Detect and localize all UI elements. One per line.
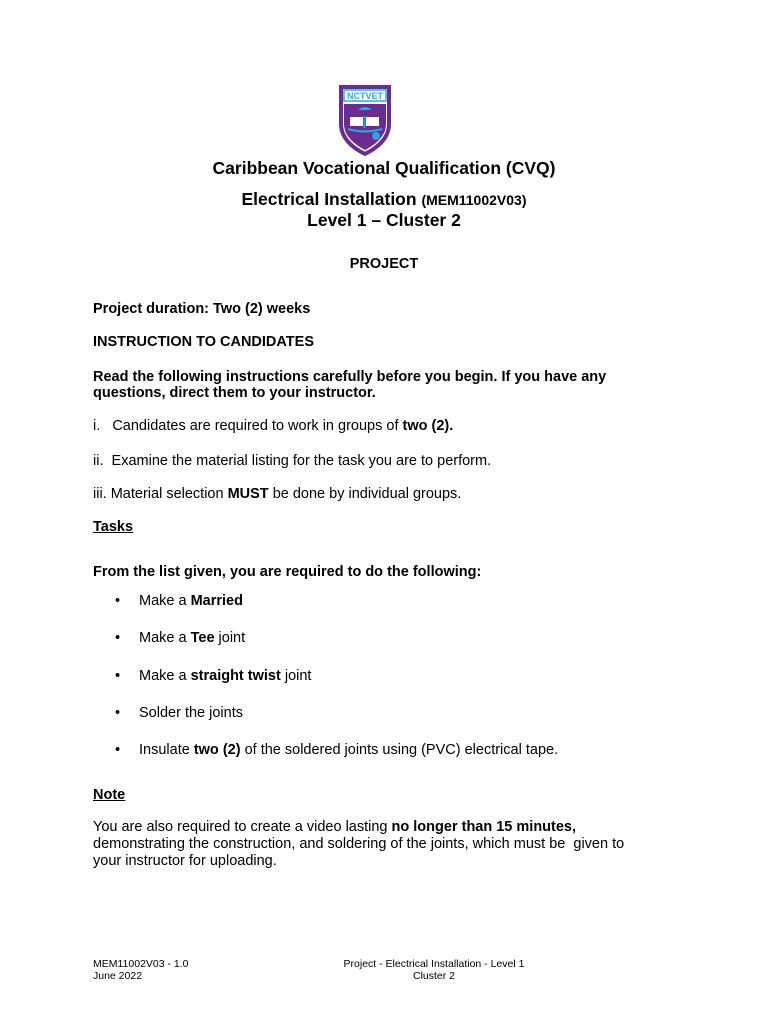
footer-doc-code: MEM11002V03 - 1.0	[93, 958, 189, 970]
footer-center	[334, 958, 534, 982]
bullet-icon: •	[115, 593, 121, 609]
bullet-icon: •	[115, 630, 121, 646]
footer-date: June 2022	[93, 970, 143, 982]
document-title: Caribbean Vocational Qualification (CVQ)	[212, 158, 556, 178]
project-duration: Project duration: Two (2) weeks	[93, 301, 311, 317]
bullet-icon: •	[115, 742, 121, 758]
bullet-icon: •	[115, 668, 121, 684]
task-item: Insulate two (2) of the soldered joints using (PVC) electrical tape.	[139, 742, 559, 758]
tasks-intro: From the list given, you are required to do the following:	[93, 564, 482, 580]
instruction-item-1: i. Candidates are required to work in groups of two (2).	[93, 418, 454, 434]
course-name: Electrical Installation	[241, 189, 417, 209]
note-line3: your instructor for uploading.	[93, 853, 277, 869]
instructions-intro-line2: questions, direct them to your instructor.	[93, 385, 376, 401]
instruction-item-2: ii. Examine the material listing for the task you are to perform.	[93, 453, 492, 469]
level-title: Level 1 – Cluster 2	[307, 210, 461, 230]
instruction-item-3: iii. Material selection MUST be done by individual groups.	[93, 486, 462, 502]
course-code: (MEM11002V03)	[421, 192, 527, 208]
tasks-heading: Tasks	[93, 519, 134, 535]
section-title: PROJECT	[349, 256, 419, 272]
note-line1: You are also required to create a video lasting no longer than 15 minutes,	[93, 819, 577, 835]
footer-title-line1: Project - Electrical Installation - Level 1	[343, 958, 525, 970]
footer-left	[93, 958, 189, 982]
task-item: Make a straight twist joint	[139, 668, 312, 684]
task-item: Solder the joints	[139, 705, 243, 721]
instructions-intro-line1: Read the following instructions carefully before you begin. If you have any	[93, 369, 607, 385]
course-title	[0, 189, 768, 210]
instructions-heading: INSTRUCTION TO CANDIDATES	[93, 334, 314, 350]
note-heading: Note	[93, 787, 126, 803]
bullet-icon: •	[115, 705, 121, 721]
task-item: Make a Married	[139, 593, 243, 609]
footer-title-line2: Cluster 2	[412, 970, 455, 982]
logo-text: NCTVET	[347, 91, 383, 101]
nctvet-logo	[338, 84, 392, 156]
note-line2: demonstrating the construction, and soldering of the joints, which must be given to	[93, 836, 625, 852]
task-item: Make a Tee joint	[139, 630, 246, 646]
